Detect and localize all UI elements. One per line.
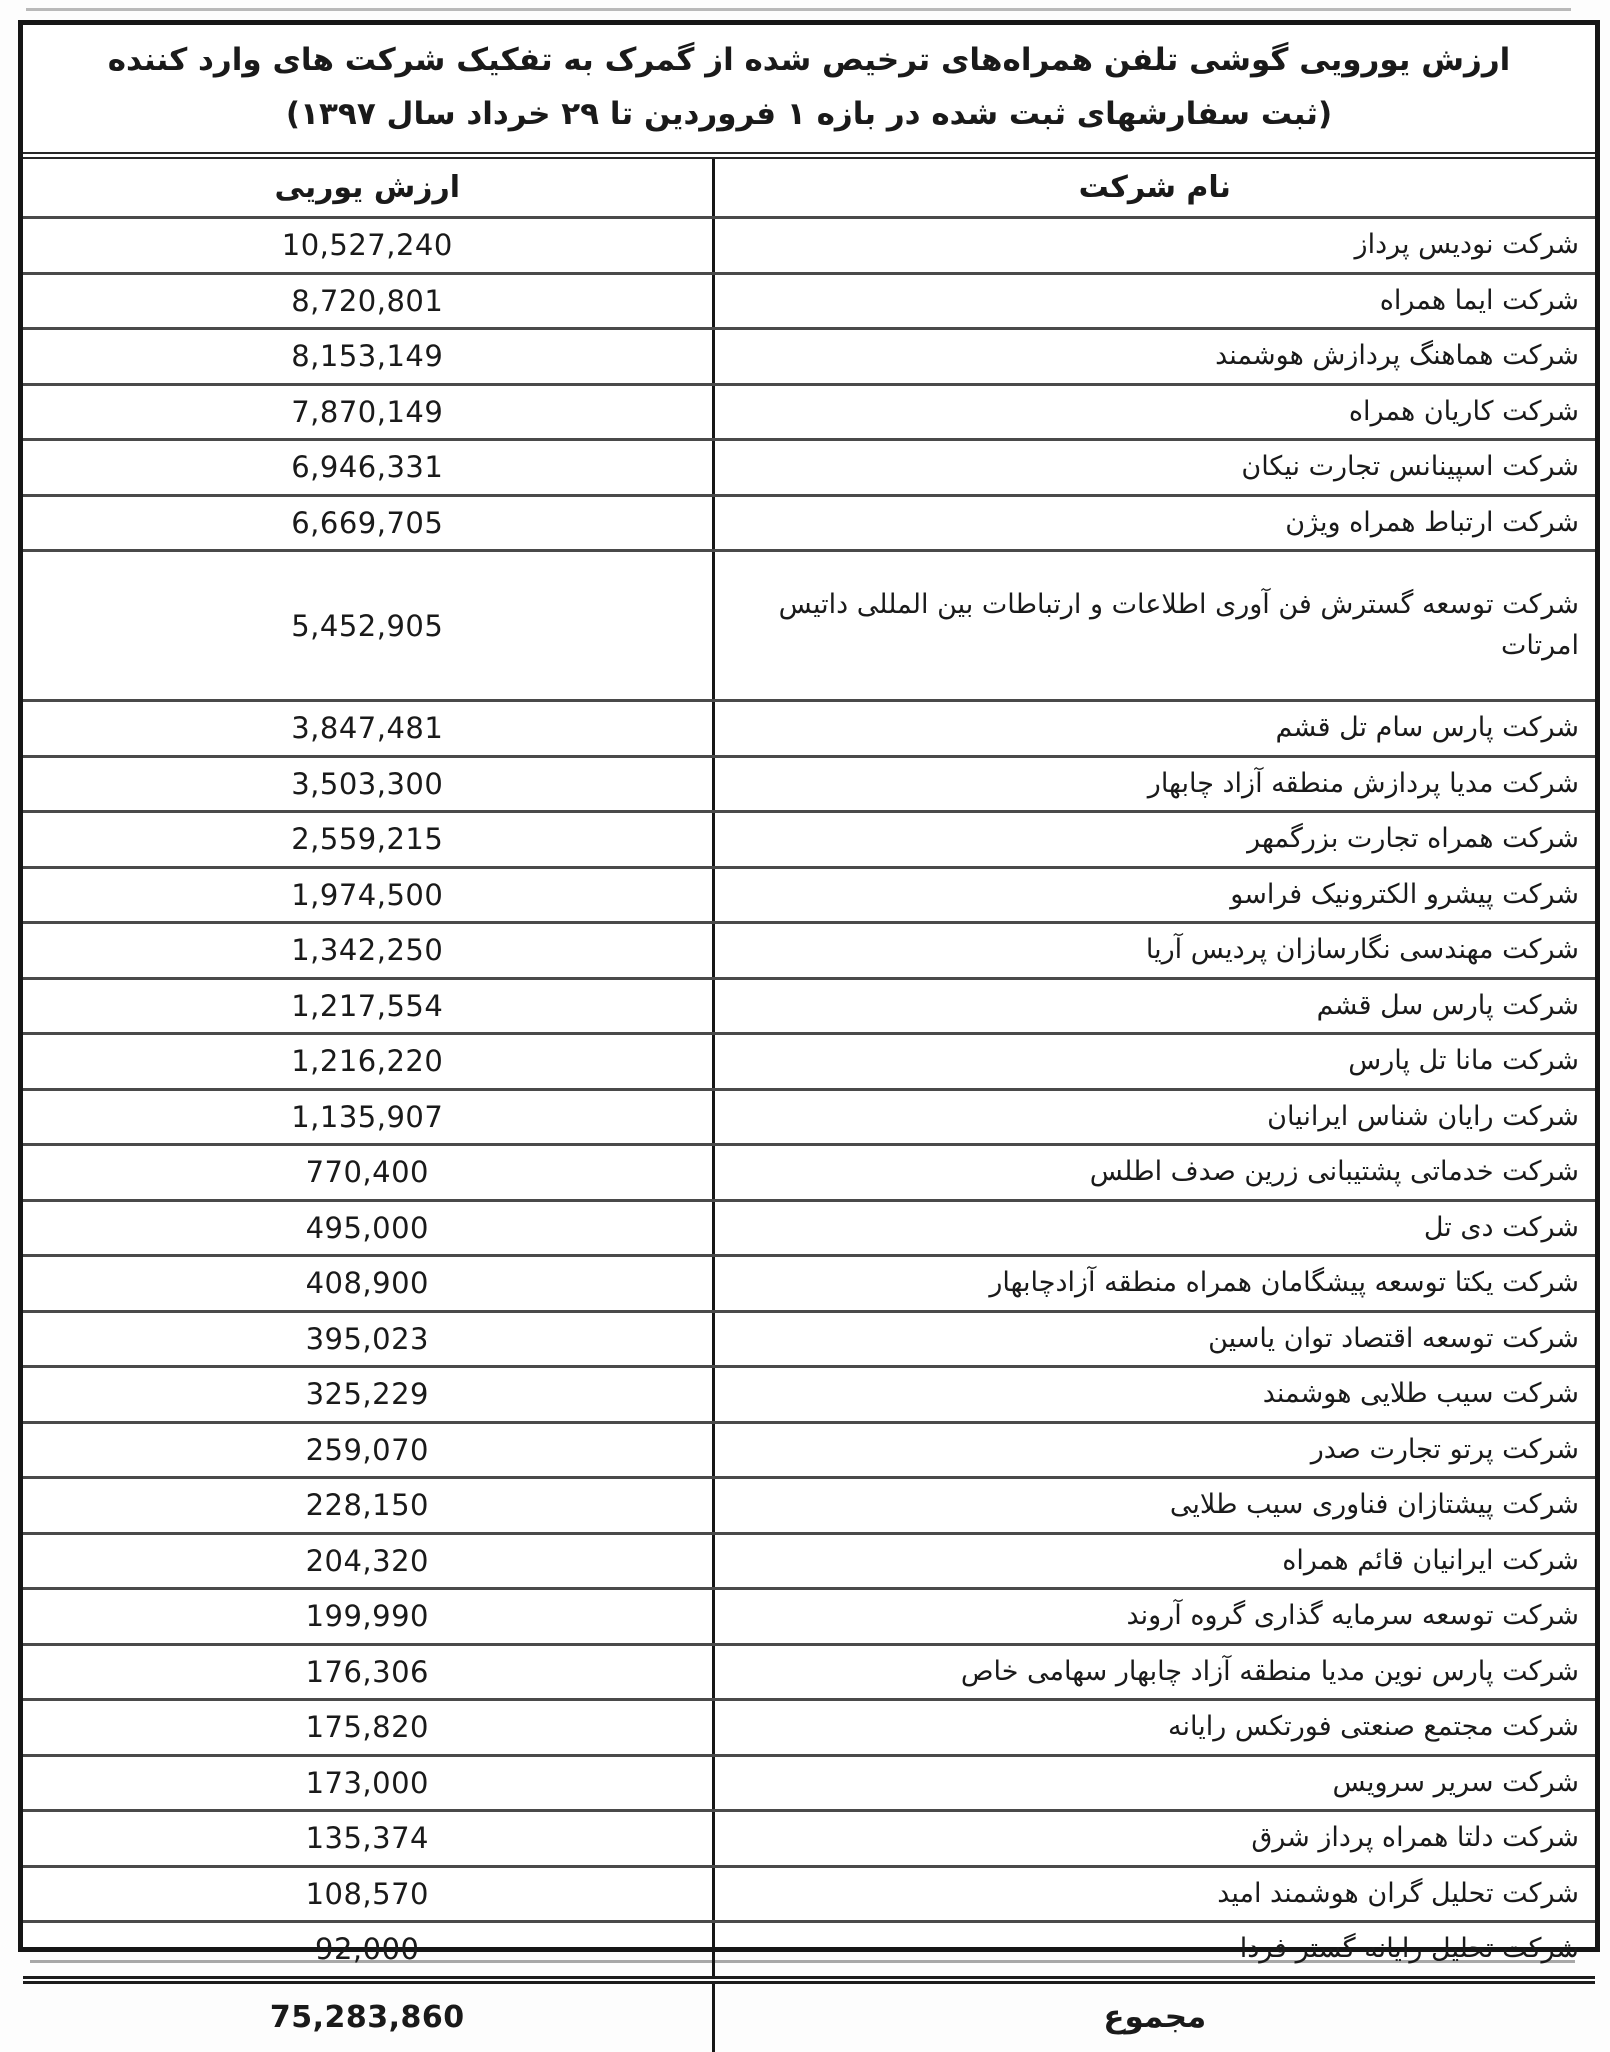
table-row (23, 1257, 1595, 1313)
customs-import-table (18, 20, 1600, 2036)
value-cell: 204,320 (305, 1543, 429, 1578)
value-cell: 8,720,801 (291, 283, 444, 318)
table-row (23, 1424, 1595, 1480)
company-cell: شرکت ایما همراه (712, 275, 1595, 328)
value-cell: 199,990 (305, 1599, 429, 1634)
table-row (23, 552, 1595, 702)
company-cell: شرکت مدیا پردازش منطقه آزاد چابهار (712, 758, 1595, 811)
table-row (23, 702, 1595, 758)
value-cell: 8,153,149 (291, 339, 444, 374)
table-row (23, 1091, 1595, 1147)
value-cell: 6,946,331 (291, 450, 444, 485)
table-row (23, 758, 1595, 814)
table-row (23, 1202, 1595, 1258)
company-cell: شرکت توسعه گسترش فن آوری اطلاعات و ارتباطات بین المللی داتیس امرتات (712, 552, 1595, 699)
value-cell: 495,000 (305, 1210, 429, 1245)
value-cell: 3,503,300 (291, 766, 444, 801)
company-cell: شرکت توسعه اقتصاد توان یاسین (712, 1313, 1595, 1366)
company-cell: شرکت ارتباط همراه ویژن (712, 497, 1595, 550)
value-cell: 10,527,240 (281, 228, 453, 263)
table-row (23, 1590, 1595, 1646)
total-label: مجموع (712, 1984, 1595, 2052)
table-row (23, 1646, 1595, 1702)
value-cell: 3,847,481 (291, 711, 444, 746)
value-cell: 6,669,705 (291, 505, 444, 540)
company-cell: شرکت سریر سرویس (712, 1757, 1595, 1810)
value-cell: 408,900 (305, 1266, 429, 1301)
value-cell: 2,559,215 (291, 822, 444, 857)
scan-artifact-line-top (26, 8, 1571, 11)
company-cell: شرکت تحلیل گران هوشمند امید (712, 1868, 1595, 1921)
table-row (23, 813, 1595, 869)
value-cell: 228,150 (305, 1488, 429, 1523)
company-cell: شرکت تحلیل رایانه گستر فردا (712, 1923, 1595, 1976)
value-cell: 5,452,905 (291, 608, 444, 643)
value-cell: 325,229 (305, 1377, 429, 1412)
value-cell: 770,400 (305, 1155, 429, 1190)
table-row (23, 1923, 1595, 1976)
value-cell: 108,570 (305, 1876, 429, 1911)
company-cell: شرکت پارس نوین مدیا منطقه آزاد چابهار سهامی خاص (712, 1646, 1595, 1699)
company-cell: شرکت توسعه سرمایه گذاری گروه آروند (712, 1590, 1595, 1643)
company-cell: شرکت دلتا همراه پرداز شرق (712, 1812, 1595, 1865)
company-cell: شرکت هماهنگ پردازش هوشمند (712, 330, 1595, 383)
company-cell: شرکت مانا تل پارس (712, 1035, 1595, 1088)
total-value: 75,283,860 (269, 2000, 465, 2035)
company-cell: شرکت پیشتازان فناوری سیب طلایی (712, 1479, 1595, 1532)
value-cell: 395,023 (305, 1321, 429, 1356)
company-cell: شرکت پرتو تجارت صدر (712, 1424, 1595, 1477)
value-cell: 1,216,220 (291, 1044, 444, 1079)
company-cell: شرکت دی تل (712, 1202, 1595, 1255)
company-cell: شرکت پیشرو الکترونیک فراسو (712, 869, 1595, 922)
company-cell: شرکت پارس سام تل قشم (712, 702, 1595, 755)
header-euro-value: ارزش یوریی (274, 170, 461, 205)
company-cell: شرکت مهندسی نگارسازان پردیس آریا (712, 924, 1595, 977)
table-row (23, 1368, 1595, 1424)
table-title-line2: (ثبت سفارشهای ثبت شده در بازه ۱ فروردین تا ۲۹ خرداد سال ۱۳۹۷) (285, 95, 1333, 132)
table-row (23, 1479, 1595, 1535)
company-cell: شرکت نودیس پرداز (712, 219, 1595, 272)
company-cell: شرکت کاریان همراه (712, 386, 1595, 439)
table-header-row (23, 159, 1595, 219)
table-row (23, 1812, 1595, 1868)
total-row (23, 1976, 1595, 2052)
table-body (23, 219, 1595, 1976)
value-cell: 259,070 (305, 1432, 429, 1467)
company-cell: شرکت سیب طلایی هوشمند (712, 1368, 1595, 1421)
value-cell: 175,820 (305, 1710, 429, 1745)
table-row (23, 386, 1595, 442)
table-title-line1: ارزش یورویی گوشی تلفن همراه‌های ترخیص شده از گمرک به تفکیک شرکت های وارد کننده (107, 41, 1511, 78)
company-cell: شرکت همراه تجارت بزرگمهر (712, 813, 1595, 866)
table-row (23, 1757, 1595, 1813)
table-row (23, 1313, 1595, 1369)
table-row (23, 1701, 1595, 1757)
table-row (23, 1035, 1595, 1091)
value-cell: 92,000 (315, 1932, 420, 1967)
table-title (23, 25, 1595, 159)
value-cell: 1,974,500 (291, 877, 444, 912)
company-cell: شرکت ایرانیان قائم همراه (712, 1535, 1595, 1588)
table-row (23, 869, 1595, 925)
value-cell: 1,342,250 (291, 933, 444, 968)
table-row (23, 497, 1595, 553)
table-row (23, 1535, 1595, 1591)
value-cell: 1,217,554 (291, 988, 444, 1023)
company-cell: شرکت یکتا توسعه پیشگامان همراه منطقه آزادچابهار (712, 1257, 1595, 1310)
company-cell: شرکت اسپینانس تجارت نیکان (712, 441, 1595, 494)
table-row (23, 1146, 1595, 1202)
company-cell: شرکت پارس سل قشم (712, 980, 1595, 1033)
table-row (23, 441, 1595, 497)
table-row (23, 924, 1595, 980)
table-row (23, 219, 1595, 275)
company-cell: شرکت خدماتی پشتیبانی زرین صدف اطلس (712, 1146, 1595, 1199)
table-row (23, 330, 1595, 386)
value-cell: 7,870,149 (291, 394, 444, 429)
company-cell: شرکت مجتمع صنعتی فورتکس رایانه (712, 1701, 1595, 1754)
table-row (23, 275, 1595, 331)
value-cell: 1,135,907 (291, 1099, 444, 1134)
header-company-name: نام شرکت (712, 159, 1595, 216)
value-cell: 176,306 (305, 1654, 429, 1689)
value-cell: 135,374 (305, 1821, 429, 1856)
value-cell: 173,000 (305, 1765, 429, 1800)
company-cell: شرکت رایان شناس ایرانیان (712, 1091, 1595, 1144)
table-row (23, 980, 1595, 1036)
table-row (23, 1868, 1595, 1924)
